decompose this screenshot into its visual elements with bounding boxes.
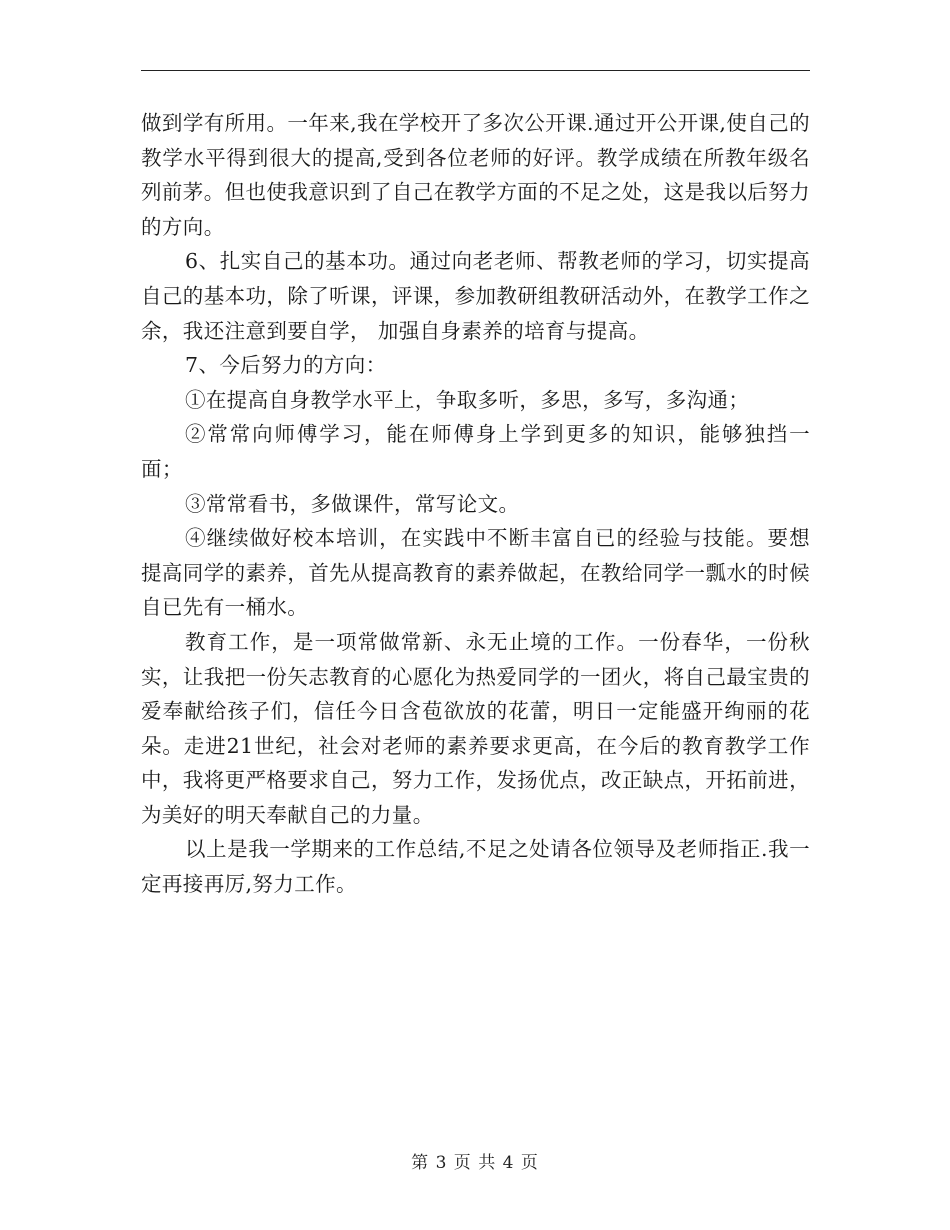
page-footer [0,1153,950,1173]
page-number-label: 第 3 页 共 4 页 [411,1153,539,1173]
document-body [141,106,810,902]
header-rule [141,70,810,71]
paragraph-6: ③常常看书，多做课件，常写论文。 [185,491,520,516]
paragraph-2: 6、扎实自己的基本功。通过向老老师、帮教老师的学习，切实提高自己的基本功，除了听课，评课，参加教研组教研活动外，在教学工作之余，我还注意到要自学， 加强自身素养的培育与提高。 [141,249,810,343]
paragraph-8: 教育工作，是一项常做常新、永无止境的工作。一份春华，一份秋实，让我把一份矢志教育的心愿化为热爱同学的一团火，将自己最宝贵的爱奉献给孩子们，信任今日含苞欲放的花蕾，明日一定能盛开绚丽的花朵。走进21世纪，社会对老师的素养要求更高，在今后的教育教学工作中，我将更严格要求自己，努力工作，发扬优点，改正缺点，开拓前进，为美好的明天奉献自己的力量。 [141,629,810,827]
paragraph-3: 7、今后努力的方向： [185,353,387,378]
paragraph-4: ①在提高自身教学水平上，争取多听，多思，多写，多沟通； [185,387,750,412]
paragraph-1: 做到学有所用。一年来,我在学校开了多次公开课.通过开公开课,使自己的教学水平得到很大的提高,受到各位老师的好评。教学成绩在所教年级名列前茅。但也使我意识到了自己在教学方面的不足之处，这是我以后努力的方向。 [141,111,810,239]
paragraph-9: 以上是我一学期来的工作总结,不足之处请各位领导及老师指正.我一定再接再厉,努力工作。 [141,837,810,897]
paragraph-5: ②常常向师傅学习，能在师傅身上学到更多的知识，能够独挡一面； [141,422,810,481]
paragraph-7: ④继续做好校本培训，在实践中不断丰富自已的经验与技能。要想提高同学的素养，首先从提高教育的素养做起，在教给同学一瓢水的时候自已先有一桶水。 [141,526,810,620]
